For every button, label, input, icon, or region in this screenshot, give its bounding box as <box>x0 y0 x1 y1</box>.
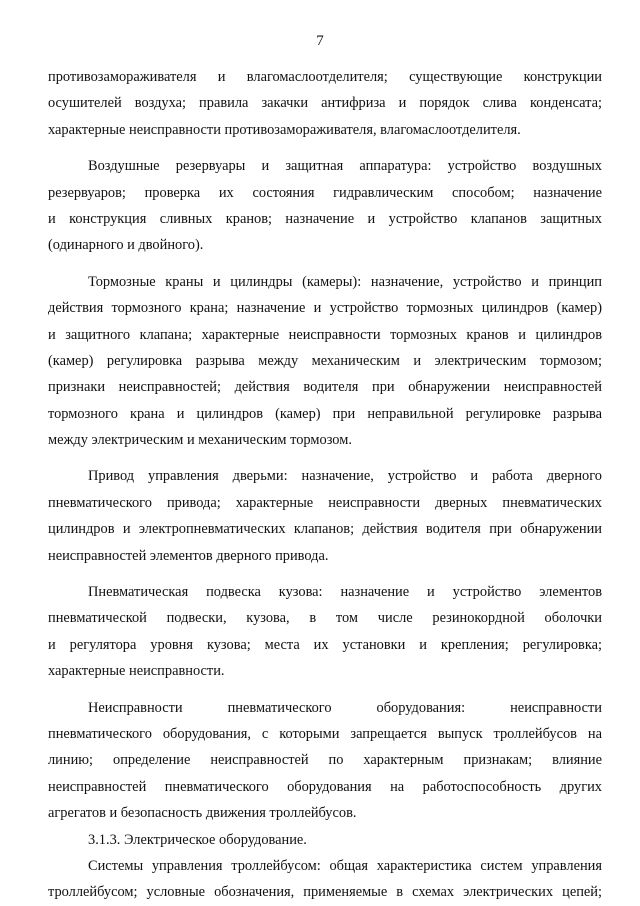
paragraph <box>48 463 602 569</box>
text-line: цилиндров и электропневматических клапанов; действия водителя при обнаружении <box>48 521 602 538</box>
text-line: осушителей воздуха; правила закачки антифриза и порядок слива конденсата; <box>48 95 602 112</box>
text-line: противозамораживателя и влагомаслоотделителя; существующие конструкции <box>48 69 602 85</box>
text-line: неисправностей пневматического оборудования на работоспособность других <box>48 778 602 795</box>
text-line: пневматической подвески, кузова, в том числе резинокордной оболочки <box>48 610 602 627</box>
text-line: Тормозные краны и цилиндры (камеры): назначение, устройство и принцип <box>88 273 602 290</box>
text-line: 3.1.3. Электрическое оборудование. <box>88 831 307 848</box>
section-heading <box>48 827 602 853</box>
text-line: Пневматическая подвеска кузова: назначение и устройство элементов <box>88 584 602 601</box>
page-number: 7 <box>316 33 324 49</box>
paragraph <box>48 695 602 827</box>
text-line: троллейбусом; условные обозначения, применяемые в схемах электрических цепей; <box>48 884 602 901</box>
text-line: и конструкция сливных кранов; назначение и устройство клапанов защитных <box>48 210 602 227</box>
text-line: неисправностей элементов дверного привода. <box>48 547 329 564</box>
text-line: линию; определение неисправностей по характерным признакам; влияние <box>48 752 602 769</box>
text-line: Неисправности пневматического оборудования: неисправности <box>88 699 602 716</box>
paragraph <box>48 64 602 143</box>
text-line: (камер) регулировка разрыва между механическим и электрическим тормозом; <box>48 352 602 369</box>
text-line: характерные неисправности противозамораживателя, влагомаслоотделителя. <box>48 121 521 138</box>
page-body <box>48 64 602 906</box>
text-line: и защитного клапана; характерные неисправности тормозных кранов и цилиндров <box>48 326 602 343</box>
text-line: агрегатов и безопасность движения троллейбусов. <box>48 805 357 822</box>
paragraph <box>48 579 602 685</box>
text-line: и регулятора уровня кузова; места их установки и крепления; регулировка; <box>48 636 602 653</box>
text-line: действия тормозного крана; назначение и устройство тормозных цилиндров (камер) <box>48 300 602 317</box>
paragraph <box>48 153 602 259</box>
text-line: Воздушные резервуары и защитная аппаратура: устройство воздушных <box>88 158 602 175</box>
text-line: пневматического привода; характерные неисправности дверных пневматических <box>48 494 602 511</box>
text-line: пневматического оборудования, с которыми запрещается выпуск троллейбусов на <box>48 725 602 742</box>
text-line: характерные неисправности. <box>48 663 225 680</box>
text-line: Системы управления троллейбусом: общая характеристика систем управления <box>88 857 602 874</box>
text-line: Привод управления дверьми: назначение, устройство и работа дверного <box>88 468 602 485</box>
paragraph <box>48 853 602 906</box>
text-line: резервуаров; проверка их состояния гидравлическим способом; назначение <box>48 184 602 201</box>
text-line: между электрическим и механическим тормозом. <box>48 432 352 449</box>
text-line: (одинарного и двойного). <box>48 237 204 254</box>
text-line: тормозного крана и цилиндров (камер) при неправильной регулировке разрыва <box>48 405 602 422</box>
paragraph <box>48 269 602 454</box>
text-line: признаки неисправностей; действия водителя при обнаружении неисправностей <box>48 379 602 396</box>
